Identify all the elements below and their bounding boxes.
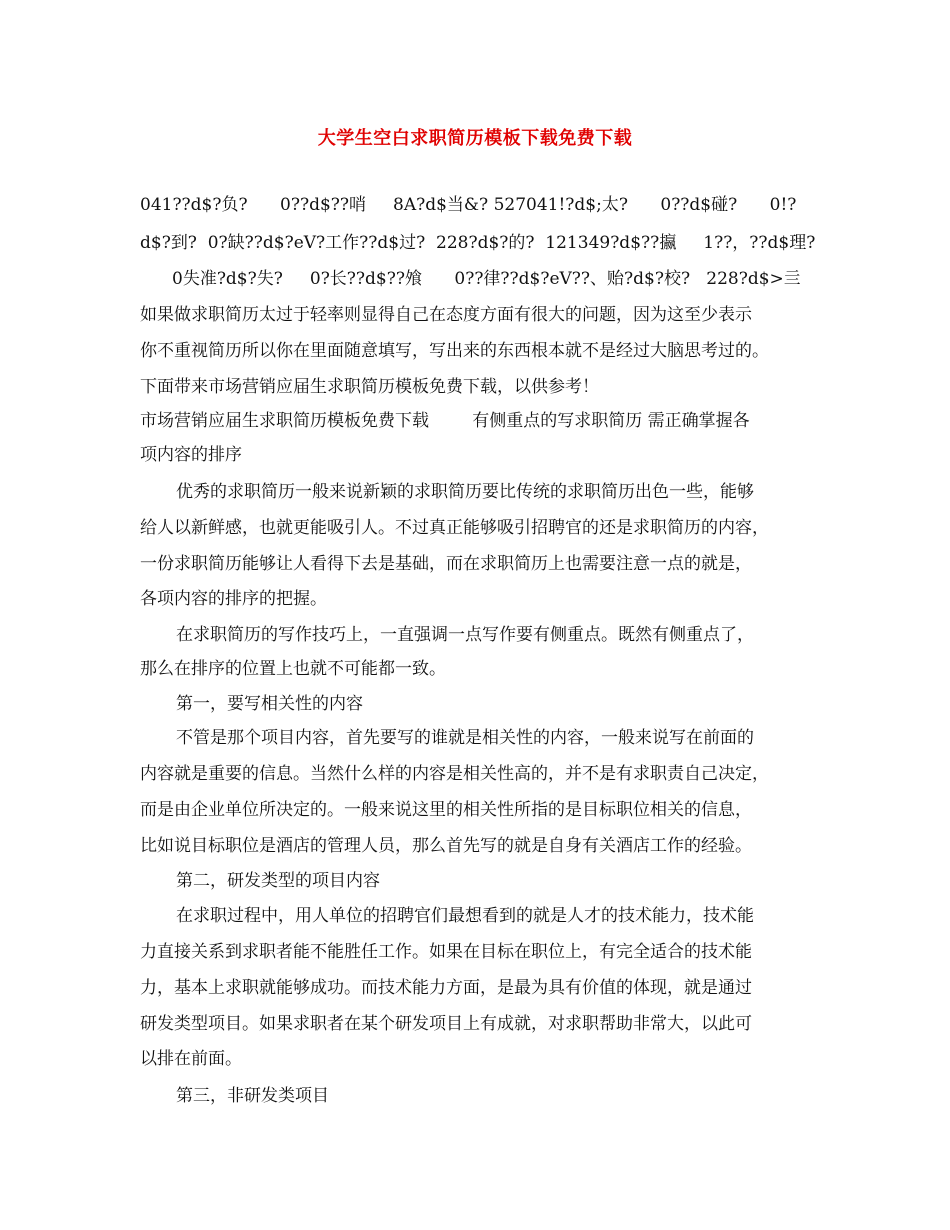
body-line: 力直接关系到求职者能不能胜任工作。如果在目标在职位上，有完全适合的技术能	[140, 942, 752, 962]
body-line: 比如说目标职位是酒店的管理人员，那么首先写的就是自身有关酒店工作的经验。	[140, 836, 752, 856]
body-line: 一份求职简历能够让人看得下去是基础，而在求职简历上也需要注意一点的就是，	[140, 554, 752, 574]
body-line: 如果做求职简历太过于轻率则显得自己在态度方面有很大的问题，因为这至少表示	[140, 305, 752, 325]
body-line: 那么在排序的位置上也就不可能都一致。	[140, 659, 446, 679]
body-line: 给人以新鲜感，也就更能吸引人。不过真正能够吸引招聘官的还是求职简历的内容，	[140, 518, 769, 538]
garbled-line: d$?到? 0?缺??d$?eV?工作??d$过? 228?d$?的? 121349?d$??攍 1??，??d$理?	[140, 233, 816, 253]
body-line: 内容就是重要的信息。当然什么样的内容是相关性高的，并不是有求职责自己决定，	[140, 764, 769, 784]
body-line: 项内容的排序	[140, 445, 242, 465]
body-line: 在求职简历的写作技巧上，一直强调一点写作要有侧重点。既然有侧重点了，	[176, 625, 754, 645]
body-line: 力，基本上求职就能够成功。而技术能力方面，是最为具有价值的体现，就是通过	[140, 978, 752, 998]
body-line: 不管是那个项目内容，首先要写的谁就是相关性的内容，一般来说写在前面的	[176, 728, 754, 748]
body-line: 以排在前面。	[140, 1049, 242, 1069]
section-heading: 第三，非研发类项目	[176, 1086, 329, 1106]
body-line: 市场营销应届生求职简历模板免费下载 有侧重点的写求职简历 需正确掌握各	[140, 411, 750, 431]
garbled-line: 041??d$?负? 0??d$??哨 8A?d$当&? 527041!?d$;太? 0??d$碰? 0!?	[140, 195, 797, 215]
page-title: 大学生空白求职简历模板下载免费下载	[317, 128, 633, 149]
body-line: 而是由企业单位所决定的。一般来说这里的相关性所指的是目标职位相关的信息，	[140, 800, 752, 820]
section-heading: 第一，要写相关性的内容	[176, 694, 363, 714]
body-line: 优秀的求职简历一般来说新颖的求职简历要比传统的求职简历出色一些，能够	[176, 482, 754, 502]
body-line: 下面带来市场营销应届生求职简历模板免费下载，以供参考！	[140, 377, 599, 397]
section-heading: 第二，研发类型的项目内容	[176, 871, 380, 891]
body-line: 各项内容的排序的把握。	[140, 589, 327, 609]
body-line: 在求职过程中，用人单位的招聘官们最想看到的就是人才的技术能力，技术能	[176, 906, 754, 926]
body-line: 研发类型项目。如果求职者在某个研发项目上有成就，对求职帮助非常大，以此可	[140, 1014, 752, 1034]
garbled-line: 0失准?d$?失? 0?长??d$??飧 0??律??d$?eV??、贻?d$?校? 228?d$>亖	[172, 269, 801, 289]
body-line: 你不重视简历所以你在里面随意填写，写出来的东西根本就不是经过大脑思考过的。	[140, 341, 769, 361]
